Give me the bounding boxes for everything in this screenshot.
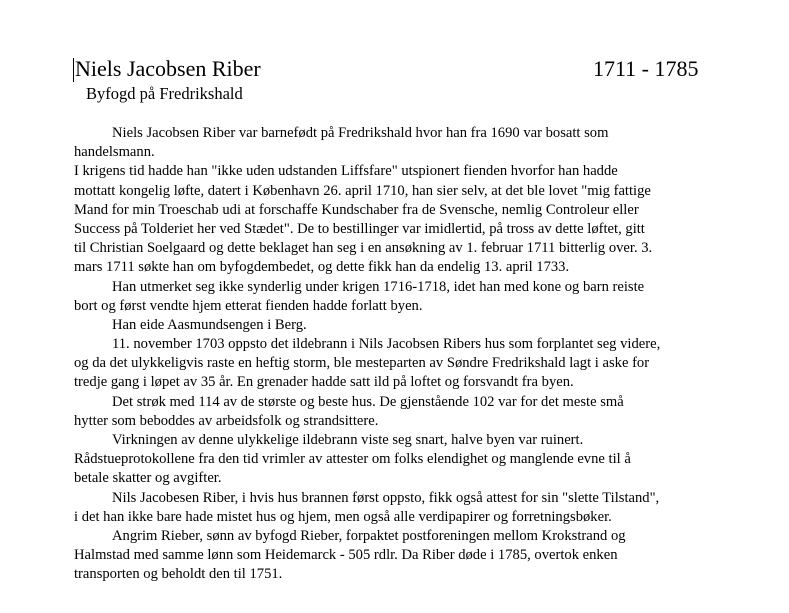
body-line: Han eide Aasmundsengen i Berg. <box>112 316 307 333</box>
body-line: betale skatter og avgifter. <box>74 470 222 487</box>
body-line: mottatt kongelig løfte, datert i København 26. april 1710, han sier selv, at det ble lovet "mig fattige <box>74 182 651 199</box>
body-line: Nils Jacobesen Riber, i hvis hus brannen først oppsto, fikk også attest for sin "slette Tilstand", <box>112 489 660 506</box>
body-line: og da det ulykkeligvis raste en heftig storm, ble mesteparten av Søndre Fredrikshald lagt i aske for <box>74 355 650 372</box>
body-line: Han utmerket seg ikke synderlig under krigen 1716-1718, idet han med kone og barn reiste <box>112 278 645 295</box>
document-body <box>74 124 724 585</box>
body-line: transporten og beholdt den til 1751. <box>74 566 283 583</box>
body-line: i det han ikke bare hade mistet hus og hjem, men også alle verdipapirer og forretningsbøker. <box>74 508 612 525</box>
body-line: Halmstad med samme lønn som Heidemarck - 505 rdlr. Da Riber døde i 1785, overtok enken <box>74 547 618 564</box>
body-line: til Christian Soelgaard og dette beklaget han seg i en ansøkning av 1. februar 1711 bitterlig over. 3. <box>74 240 653 257</box>
body-line: bort og først vendte hjem etterat fienden hadde forlatt byen. <box>74 297 423 314</box>
document-title: Niels Jacobsen Riber <box>75 56 261 81</box>
body-line: Mand for min Troeschab udi at forschaffe Kundschaber fra de Svensche, nemlig Controleur eller <box>74 201 639 218</box>
body-line: hytter som beboddes av arbeidsfolk og strandsittere. <box>74 412 379 429</box>
body-line: mars 1711 søkte han om byfogdembedet, og dette fikk han da endelig 13. april 1733. <box>74 259 570 276</box>
document-subtitle: Byfogd på Fredrikshald <box>86 84 243 103</box>
body-line: handelsmann. <box>74 144 155 161</box>
text-cursor <box>73 58 74 82</box>
body-line: 11. november 1703 oppsto det ildebrann i Nils Jacobsen Ribers hus som forplantet seg videre, <box>112 336 661 353</box>
body-line: Rådstueprotokollene fra den tid vrimler av attester om folks elendighet og manglende evne til å <box>74 451 631 468</box>
body-line: Niels Jacobsen Riber var barnefødt på Fredrikshald hvor han fra 1690 var bosatt som <box>112 125 609 141</box>
body-line: Det strøk med 114 av de største og beste hus. De gjenstående 102 var for det meste små <box>112 393 624 410</box>
body-line: tredje gang i løpet av 35 år. En grenader hadde satt ild på loftet og forsvandt fra byen. <box>74 374 574 391</box>
body-line: Virkningen av denne ulykkelige ildebrann viste seg snart, halve byen var ruinert. <box>112 432 584 448</box>
document-years: 1711 - 1785 <box>593 56 699 81</box>
body-line: I krigens tid hadde han "ikke uden udstanden Liffsfare" utspionert fienden hvorfor han hadde <box>74 163 618 180</box>
body-line: Success på Tolderiet her ved Stædet". De to bestillinger var imidlertid, på tross av dette løftet, gitt <box>74 220 645 237</box>
body-line: Angrim Rieber, sønn av byfogd Rieber, forpaktet postforeningen mellom Krokstrand og <box>112 527 626 544</box>
